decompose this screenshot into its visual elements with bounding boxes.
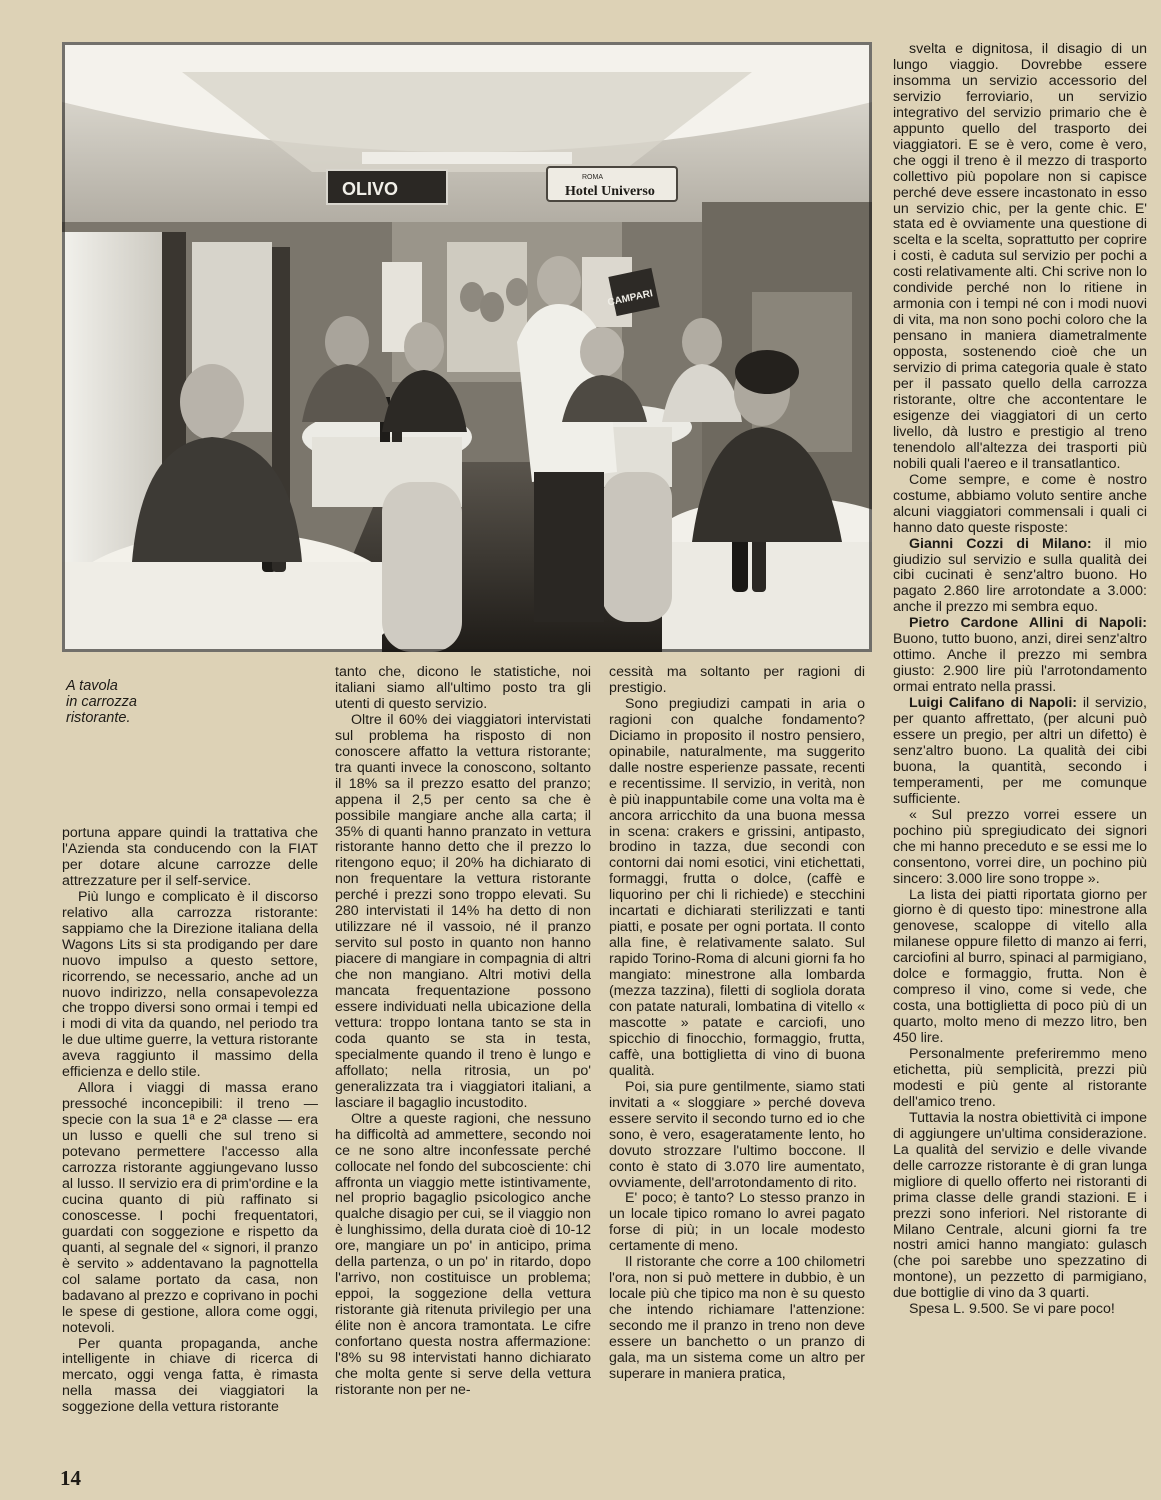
paragraph-text: Allora i viaggi di massa erano pressoché inconcepibili: il treno — specie con la sua 1ª e 2ª classe — era un lusso e quelli che sul treno si potevano permettere l'accesso alla carrozza ristorante aggiungevano lusso al lusso. Il servizio era di prim'ordine e la cucina quanto di più raffinato si conoscesse. I pochi frequentatori, guardati con soggezione e rispetto da quanti, al segnale del « signori, il pranzo è servito » addentavano la pagnottella col salame portato da casa, non badavano al prezzo e coprivano in pochi le spese di gestione, allora come oggi, notevoli. [62, 1080, 318, 1336]
sign-hotel-universo: Hotel Universo [565, 184, 655, 199]
sign-roma: ROMA [582, 174, 603, 181]
paragraph-text: Sono pregiudizi campati in aria o ragioni con qualche fondamento? Diciamo in proposito il nostro pensiero, opinabile, naturalmente, ma suggerito dalle nostre esperienze passate, recenti e recentissime. Il servizio, in verità, non è più inappuntabile come una volta ma è ancora arricchito da una buona messa in scena: crakers e grissini, antipasto, brodino in tazza, due secondi con contorni dai nomi esotici, vini etichettati, formaggi, frutta o dolce, (caffè e liquorino per chi li richiede) e stecchini incartati e dichiarati sterilizzati e tanti piatti, e posate per ogni portata. Il conto alla fine, è relativamente salato. Sul rapido Torino-Roma di alcuni giorni fa ho mangiato: minestrone alla lombarda (mezza tazzina), filetti di sogliola dorata con patate naturali, lombatina di vitello « mascotte » patate e carciofi, uno spicchio di finocchio, formaggio, frutta, caffè, una bottiglietta di vino di buona qualità. [609, 695, 865, 1079]
paragraph [335, 1112, 591, 1399]
paragraph [893, 473, 1147, 537]
paragraph-text: Buono, tutto buono, anzi, direi senz'altro ottimo. Anche il prezzo mi sembra giusto: 2.900 lire più l'arrotondamento ormai entrato nella prassi. [893, 631, 1147, 696]
paragraph-text: Per quanta propaganda, anche intelligente in chiave di ricerca di mercato, oggi venga fatta, è rimasta nella massa dei viaggiatori la soggezione della vettura ristorante [62, 1335, 318, 1416]
article-column-2 [335, 665, 591, 1462]
paragraph [609, 697, 865, 1080]
paragraph [893, 616, 1147, 696]
article-column-3 [609, 665, 865, 1462]
page-number: 14 [60, 1466, 81, 1490]
paragraph [609, 665, 865, 697]
paragraph [62, 1337, 318, 1417]
paragraph [893, 888, 1147, 1048]
interviewee-name: Luigi Califano di Napoli: [909, 695, 1077, 712]
paragraph-text: « Sul prezzo vorrei essere un pochino più spregiudicato dei signori che mi hanno preceduto e se essi me lo consentono, vorrei dire, un pochino più sincero: 3.000 lire sono troppe ». [893, 806, 1147, 887]
paragraph [609, 1255, 865, 1383]
paragraph [893, 808, 1147, 888]
paragraph [609, 1080, 865, 1192]
paragraph-text: Personalmente preferiremmo meno etichetta, più semplicità, prezzi più modesti e più gente al ristorante dell'amico treno. [893, 1046, 1147, 1110]
article-column-4 [893, 42, 1147, 1462]
paragraph-text: cessità ma soltanto per ragioni di prestigio. [609, 665, 865, 696]
paragraph [893, 1302, 1147, 1318]
paragraph [62, 890, 318, 1081]
paragraph-text: Il ristorante che corre a 100 chilometri l'ora, non si può mettere in dubbio, è un locale più che tipico ma non è su questo che intendo richiamare l'attenzione: secondo me il pranzo in treno non deve essere un banchetto o un pranzo di gala, ma un sistema come un altro per superare in maniera pratica, [609, 1254, 865, 1382]
paragraph [893, 42, 1147, 473]
paragraph-text: E' poco; è tanto? Lo stesso pranzo in un locale tipico romano lo avrei pagato forse di più; in un locale modesto certamente di meno. [609, 1190, 865, 1255]
interviewee-name: Pietro Cardone Allini di Napoli: [909, 615, 1147, 632]
paragraph [893, 1047, 1147, 1111]
paragraph-text: Oltre il 60% dei viaggiatori intervistati sul problema ha risposto di non conoscere affatto la vettura ristorante; tra quanti invece la conoscono, soltanto il 18% sa il prezzo esatto del pranzo; appena il 2,5 per cento sa che è possibile mangiare anche alla carta; il 35% di quanti hanno pranzato in vettura ristorante hanno detto che il prezzo lo ritengono equo; il 20% ha dichiarato di non frequentare la vettura ristorante perché i prezzi sono troppo elevati. Su 280 intervistati il 14% ha detto di non utilizzare né il vassoio, né il pranzo servito sul posto in quanto non hanno piacere di mangiare in compagnia di altri che non mangiano. Altri motivi della mancata frequentazione possono essere individuati nella ubicazione della vettura: troppo lontana tanto se sta in coda quanto se sta in testa, specialmente quando il treno è lungo e affollato; nella ritrosia, un po' generalizzata tra i viaggiatori italiani, a lasciare il bagaglio incustodito. [335, 711, 591, 1111]
paragraph [335, 665, 591, 713]
paragraph-text: il servizio, per quanto affrettato, (per alcuni può essere un pregio, per altri un difetto) è senz'altro buono. La qualità dei cibi buona, la quantità, secondo i temperamenti, per me comunque sufficiente. [893, 695, 1147, 807]
sign-olivo: OLIVO [342, 179, 399, 199]
paragraph-text: svelta e dignitosa, il disagio di un lungo viaggio. Dovrebbe essere insomma un servizio accessorio del servizio ferroviario, un servizio integrativo del servizio primario che è appunto quello del trasporto dei viaggiatori. E se è vero, come è vero, che oggi il treno è il mezzo di trasporto collettivo più popolare non si capisce perché deve essere incastonato in esso un servizio chic, per la gente chic. E' stata ed è ovviamente una questione di scelta e la scelta, soprattutto per coprire i costi, è caduta sul servizio per pochi a costi relativamente alti. Chi scrive non lo condivide perché non lo ritiene in armonia con i tempi né con i modi nuovi di vita, ma non sono pochi coloro che la pensano in maniera diametralmente opposta, sostenendo cioè che un servizio di prima categoria quale è stato per il passato quello della carrozza ristorante, oltre che accontentare le esigenze dei viaggiatori di un certo livello, dà lustro e prestigio al treno tenendolo all'altezza dei trasporti più nobili quali l'aereo e il transatlantico. [893, 42, 1147, 472]
paragraph [62, 1081, 318, 1336]
caption-text: A tavola in carrozza ristorante. [66, 678, 137, 726]
interviewee-name: Gianni Cozzi di Milano: [909, 535, 1092, 552]
paragraph-text: Oltre a queste ragioni, che nessuno ha difficoltà ad ammettere, secondo noi ce ne sono altre inconfessate perché collocate nel fondo del subcosciente: chi affronta un viaggio mette istintivamente, nel proprio bagaglio psicologico anche qualche disagio per cui, se il viaggio non è lunghissimo, della durata cioè di 10-12 ore, mangiare un po' in anticipo, prima della partenza, o un po' in ritardo, dopo l'arrivo, non costituisce un problema; eppoi, la soggezione della vettura ristorante già ritenuta privilegio per una élite non è ancora tramontata. Le cifre confortano questa nostra affermazione: l'8% su 98 intervistati hanno dichiarato che molta gente si serve della vettura ristorante non per ne- [335, 1110, 591, 1398]
paragraph-text: Spesa L. 9.500. Se vi pare poco! [909, 1301, 1115, 1318]
paragraph [893, 537, 1147, 617]
article-column-1 [62, 826, 318, 1462]
paragraph-text: tanto che, dicono le statistiche, noi italiani siamo all'ultimo posto tra gli utenti di questo servizio. [335, 665, 591, 712]
paragraph-text: La lista dei piatti riportata giorno per giorno è di questo tipo: minestrone alla genovese, scaloppe di vitello alla milanese oppure filetto di manzo ai ferri, carciofini al burro, spinaci al parmigiano, dolce e formaggio, frutta. Non è compreso il vino, come si vede, che costa, una bottiglietta di poco più di un quarto, molto meno di mezzo litro, ben 450 lire. [893, 886, 1147, 1047]
paragraph [893, 1111, 1147, 1302]
paragraph-text: portuna appare quindi la trattativa che l'Azienda sta conducendo con la FIAT per dotare alcune carrozze delle attrezzature per il self-service. [62, 826, 318, 889]
paragraph-text: Tuttavia la nostra obiettività ci impone di aggiungere un'ultima considerazione. La qualità del servizio e delle vivande delle carrozze ristorante è di gran lunga migliore di quello offerto nei ristoranti di prima classe delle grandi stazioni. E i prezzi sono inferiori. Nel ristorante di Milano Centrale, alcuni giorni fa tre nostri amici hanno mangiato: gulasch (che poi sarebbe uno spezzatino di montone), un pezzetto di parmigiano, due bottiglie di vino da 3 quarti. [893, 1109, 1147, 1302]
paragraph [893, 696, 1147, 808]
paragraph-text: il mio giudizio sul servizio e sulla qualità dei cibi cucinati è senz'altro buono. Ho pagato 2.860 lire arrotondate a 3.000: anche il prezzo mi sembra equo. [893, 535, 1147, 616]
dining-car-photo [62, 42, 872, 652]
paragraph-text: Più lungo e complicato è il discorso relativo alla carrozza ristorante: sappiamo che la Direzione italiana della Wagons Lits si sta prodigando per dare nuovo impulso a questo settore, ricorrendo, se necessario, anche ad un nuovo indirizzo, nella consapevolezza che troppo diversi sono ormai i tempi ed i modi di vita da quando, nel periodo tra le due ultime guerre, la vettura ristorante aveva raggiunto il massimo della efficienza e dello stile. [62, 888, 318, 1081]
paragraph-text: Poi, sia pure gentilmente, siamo stati invitati a « sloggiare » perché doveva essere servito il secondo turno ed io che sono, è vero, esageratamente lento, ho dovuto strozzare l'ultimo boccone. Il conto è stato di 3.070 lire aumentato, ovviamente, dell'arrotondamento di rito. [609, 1078, 865, 1191]
paragraph [335, 713, 591, 1112]
paragraph-text: Come sempre, e come è nostro costume, abbiamo voluto sentire anche alcuni viaggiatori commensali i quali ci hanno dato queste risposte: [893, 471, 1147, 536]
paragraph [609, 1191, 865, 1255]
photo-caption [66, 678, 216, 726]
sign-campari: CAMPARI [606, 288, 654, 309]
paragraph [62, 826, 318, 890]
